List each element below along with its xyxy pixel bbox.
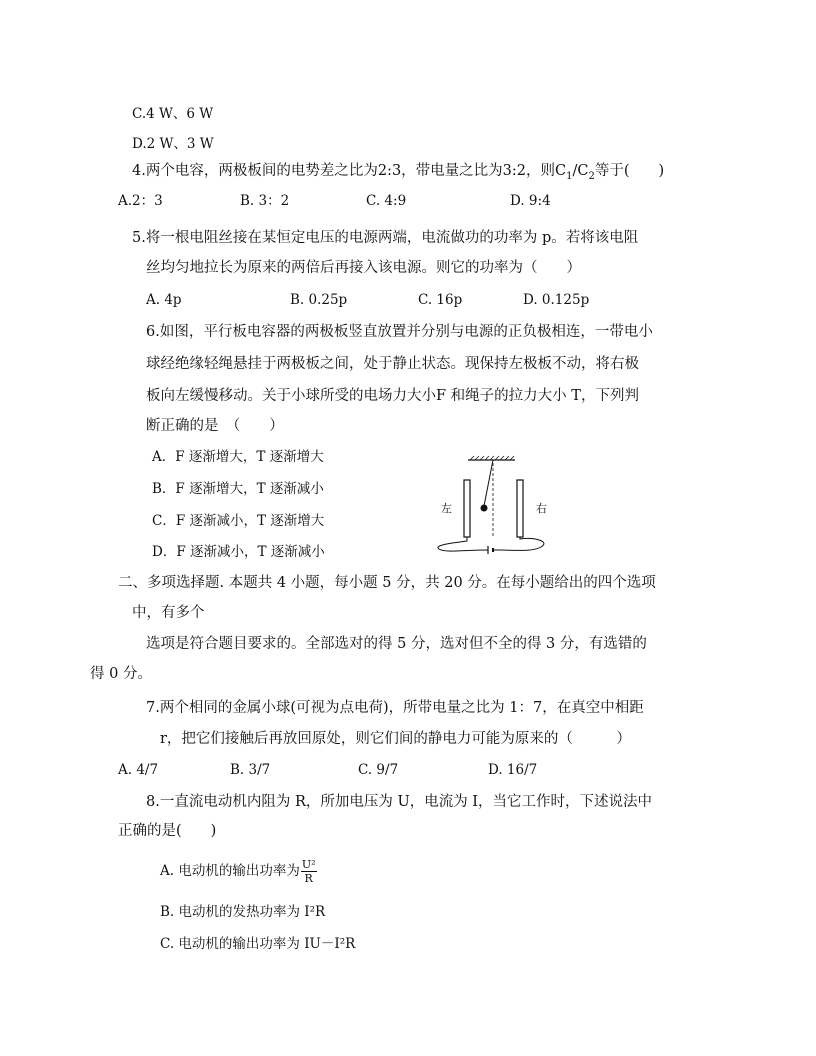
q3-option-c: C.4 W、6 W [132, 106, 214, 122]
section2-heading-line-1: 二、多项选择题. 本题共 4 小题，每小题 5 分，共 20 分。在每小题给出的四个选项 [118, 575, 656, 591]
ceiling-hatch [470, 456, 514, 460]
q6-option-b: B．F 逐渐增大，T 逐渐减小 [152, 481, 324, 497]
fraction-numerator: U² [301, 858, 316, 871]
q4-slash: /C [572, 163, 589, 179]
q4-stem [132, 161, 664, 187]
charged-ball [481, 505, 488, 512]
q7-option-a: A. 4/7 [118, 762, 159, 778]
q6-option-d: D．F 逐渐减小，T 逐渐减小 [152, 544, 325, 560]
section2-heading-line-4: 得 0 分。 [90, 666, 152, 682]
q4-sub-1: 1 [566, 170, 573, 182]
right-wire [499, 537, 544, 550]
q6-option-c: C．F 逐渐减小，T 逐渐增大 [152, 513, 325, 529]
q4-option-d: D. 9:4 [510, 193, 551, 209]
q6-stem-line-1: 6.如图，平行板电容器的两极板竖直放置并分别与电源的正负极相连，一带电小 [146, 324, 653, 340]
q4-stem-pre: 4.两个电容，两极板间的电势差之比为2:3，带电量之比为3:2，则C [132, 163, 567, 179]
q7-stem-line-1: 7.两个相同的金属小球(可视为点电荷)，所带电量之比为 1：7，在真空中相距 [146, 700, 644, 716]
capacitor-pendulum-figure [433, 455, 553, 555]
q4-stem-post: 等于( ) [594, 163, 665, 179]
pendulum-string [484, 460, 493, 506]
q6-option-a: A．F 逐渐增大，T 逐渐增大 [152, 449, 324, 465]
q7-stem-line-2: r，把它们接触后再放回原处，则它们间的静电力可能为原来的（ ） [160, 731, 631, 747]
q7-option-d: D. 16/7 [488, 762, 538, 778]
q6-stem-line-4: 断正确的是 （ ） [146, 418, 284, 434]
q6-stem-line-3: 板向左缓慢移动。关于小球所受的电场力大小F 和绳子的拉力大小 T，下列判 [146, 388, 639, 404]
q5-stem-line-1: 5.将一根电阻丝接在某恒定电压的电源两端，电流做功的功率为 p。若将该电阻 [132, 230, 639, 246]
q6-stem-line-2: 球经绝缘轻绳悬挂于两极板之间，处于静止状态。现保持左极板不动，将右极 [146, 356, 639, 372]
q8-option-a-fraction [301, 858, 317, 885]
q5-option-a: A. 4p [146, 292, 182, 308]
q8-option-a [160, 858, 317, 885]
q7-option-c: C. 9/7 [358, 762, 399, 778]
q7-option-b: B. 3/7 [230, 762, 271, 778]
q4-option-c: C. 4:9 [366, 193, 407, 209]
q8-option-a-text: A. 电动机的输出功率为 [160, 863, 300, 879]
section2-heading-line-3: 选项是符合题目要求的。全部选对的得 5 分，选对但不全的得 3 分，有选错的 [146, 636, 647, 652]
fraction-denominator: R [304, 872, 313, 885]
figure-left-label: 左 [441, 502, 452, 515]
q5-option-d: D. 0.125p [523, 292, 590, 308]
q5-option-b: B. 0.25p [290, 292, 348, 308]
q8-stem-line-2: 正确的是( ) [118, 823, 217, 839]
section2-heading-line-2: 中，有多个 [132, 605, 205, 621]
right-plate [517, 480, 523, 537]
q8-option-b: B. 电动机的发热功率为 I²R [160, 904, 326, 920]
q8-stem-line-1: 8.一直流电动机内阻为 R，所加电压为 U，电流为 I，当它工作时，下述说法中 [146, 794, 653, 810]
left-wire [438, 537, 488, 551]
q4-option-a: A.2：3 [118, 193, 163, 209]
q4-option-b: B. 3：2 [240, 193, 290, 209]
q5-stem-line-2: 丝均匀地拉长为原来的两倍后再接入该电源。则它的功率为（ ） [146, 260, 581, 276]
q8-option-c: C. 电动机的输出功率为 IU－I²R [160, 936, 356, 952]
q4-sub-2: 2 [588, 170, 595, 182]
q5-option-c: C. 16p [418, 292, 463, 308]
q3-option-d: D.2 W、3 W [132, 136, 214, 152]
figure-right-label: 右 [536, 502, 547, 515]
left-plate [464, 480, 470, 537]
